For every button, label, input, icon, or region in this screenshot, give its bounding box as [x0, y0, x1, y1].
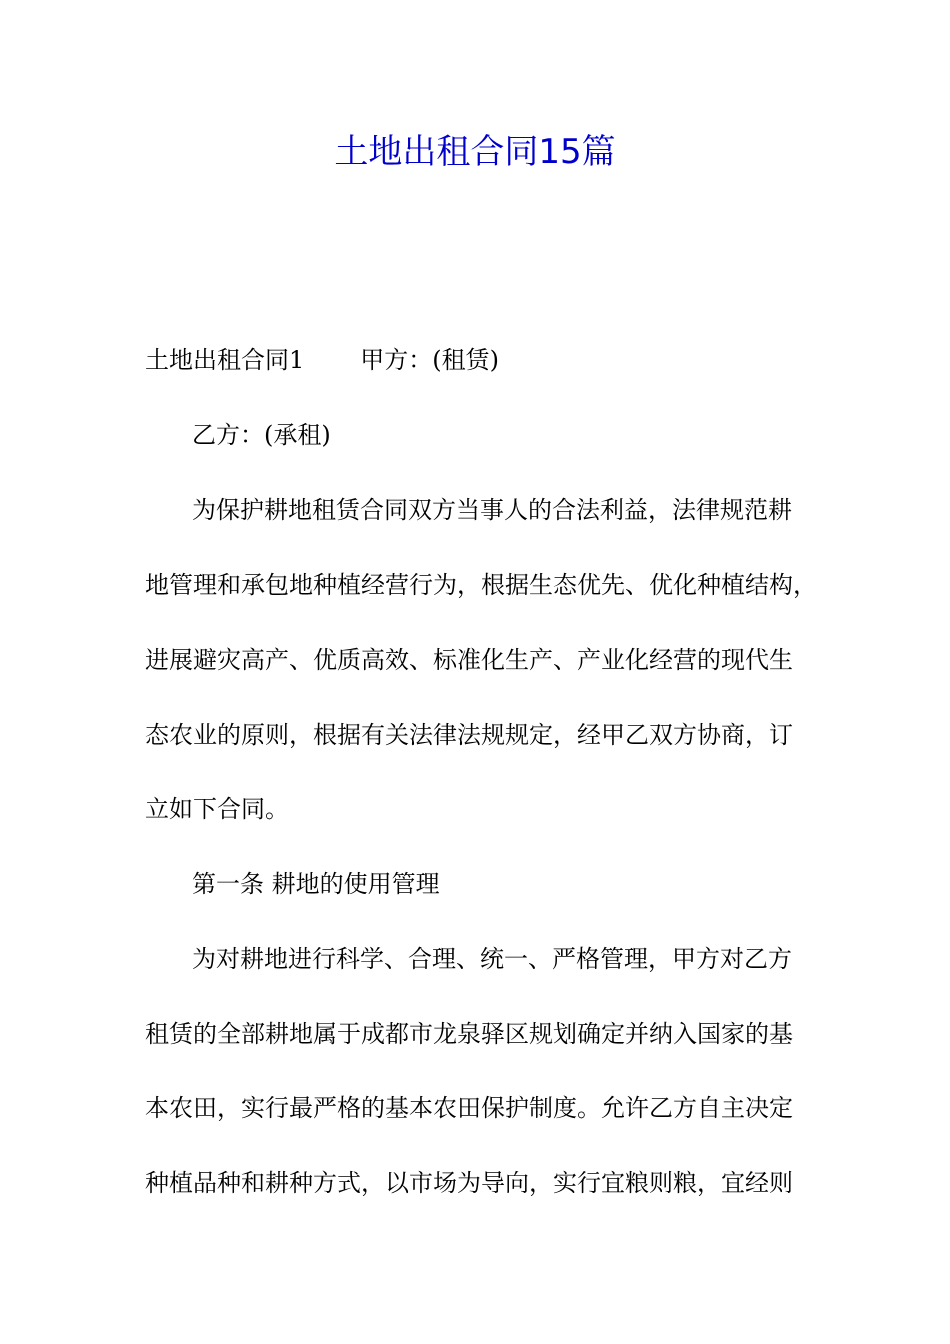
paragraph-line: 进展避灾高产、优质高效、标准化生产、产业化经营的现代生	[145, 646, 793, 674]
contract-heading-line	[145, 344, 499, 376]
section-heading: 第一条 耕地的使用管理	[192, 870, 440, 898]
contract-heading-label: 土地出租合同1	[145, 346, 305, 374]
paragraph-line: 态农业的原则，根据有关法律法规规定，经甲乙双方协商，订	[145, 721, 793, 749]
paragraph-line: 租赁的全部耕地属于成都市龙泉驿区规划确定并纳入国家的基	[145, 1020, 793, 1048]
paragraph-line: 种植品种和耕种方式，以市场为导向，实行宜粮则粮，宜经则	[145, 1169, 793, 1197]
paragraph-line: 为保护耕地租赁合同双方当事人的合法利益，法律规范耕	[192, 496, 792, 524]
document-title: 土地出租合同15篇	[334, 132, 616, 172]
party-a-label: 甲方：(租赁)	[360, 346, 500, 374]
paragraph-line: 地管理和承包地种植经营行为，根据生态优先、优化种植结构，	[145, 571, 817, 599]
party-b-label: 乙方：(承租)	[192, 421, 331, 449]
paragraph-line: 本农田，实行最严格的基本农田保护制度。允许乙方自主决定	[145, 1094, 793, 1122]
paragraph-line: 立如下合同。	[145, 795, 289, 823]
paragraph-line: 为对耕地进行科学、合理、统一、严格管理，甲方对乙方	[192, 945, 792, 973]
